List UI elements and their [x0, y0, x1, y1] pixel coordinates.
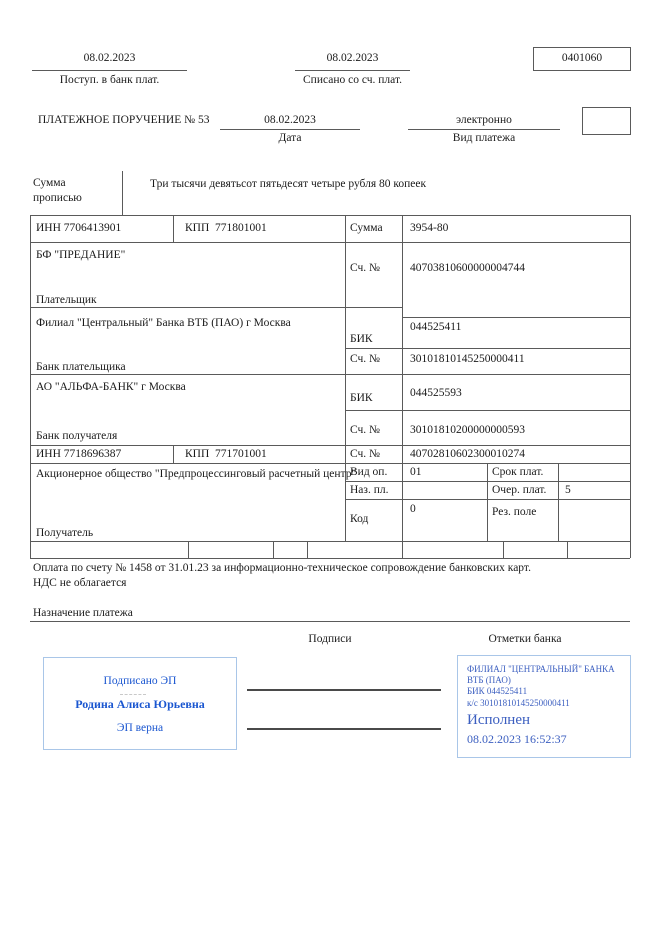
debited-date-underline: [295, 70, 410, 71]
table-border: [307, 541, 308, 558]
purpose-text-line1: Оплата по счету № 1458 от 31.01.23 за информационно-техническое сопровождение банковских карт.: [33, 562, 531, 574]
payer-bank-account: 30101810145250000411: [410, 353, 525, 365]
payer-inn: ИНН 7706413901: [36, 222, 122, 234]
table-border: [30, 215, 630, 216]
amount-label: Сумма: [350, 222, 383, 234]
bank-stamp-corr-account: к/с 30101810145250000411: [467, 698, 570, 708]
payee-bank-account: 30101810200000000593: [410, 424, 525, 436]
document-date-underline: [220, 129, 360, 130]
document-date: 08.02.2023: [264, 114, 316, 126]
table-border: [630, 215, 631, 558]
payee-account: 40702810602300010274: [410, 448, 525, 460]
payee-inn: ИНН 7718696387: [36, 448, 122, 460]
table-border: [487, 463, 488, 541]
bank-marks-label: Отметки банка: [488, 633, 562, 645]
priority-label: Очер. плат.: [492, 484, 547, 496]
code-value: 0: [410, 503, 416, 515]
table-border: [30, 242, 630, 243]
code-label: Код: [350, 513, 369, 525]
signature-stamp-line3: ЭП верна: [116, 722, 164, 734]
payer-account: 40703810600000004744: [410, 262, 525, 274]
amount-words-divider: [122, 171, 123, 215]
debited-date-label: Списано со сч. плат.: [303, 74, 402, 86]
payer-bank-account-label: Сч. №: [350, 353, 381, 365]
payee-account-label: Сч. №: [350, 448, 381, 460]
payee-bank-account-label: Сч. №: [350, 424, 381, 436]
table-border: [30, 445, 630, 446]
payment-kind-value: электронно: [456, 114, 512, 126]
payer-label: Плательщик: [36, 294, 97, 306]
amount-words-label-1: Сумма: [33, 177, 66, 189]
payer-bank-bik-label: БИК: [350, 333, 373, 345]
payer-account-label: Сч. №: [350, 262, 381, 274]
table-border: [402, 317, 630, 318]
bank-stamp: [457, 655, 631, 758]
payee-kpp: КПП 771701001: [185, 448, 267, 460]
payee-name: Акционерное общество "Предпроцессинговый расчетный центр": [36, 468, 357, 480]
payee-bank-bik: 044525593: [410, 387, 462, 399]
table-border: [30, 558, 630, 559]
payee-bank-label: Банк получателя: [36, 430, 118, 442]
op-kind-label: Вид оп.: [350, 466, 388, 478]
signature-stamp-name: Родина Алиса Юрьевна: [75, 697, 205, 711]
bank-stamp-bik: БИК 044525411: [467, 686, 528, 696]
debited-date: 08.02.2023: [326, 52, 379, 64]
signature-line-2: [247, 728, 441, 730]
signatures-label: Подписи: [308, 633, 352, 645]
payer-bank-name: Филиал "Центральный" Банка ВТБ (ПАО) г Москва: [36, 317, 291, 329]
amount-words-label-2: прописью: [33, 192, 82, 204]
table-border: [30, 307, 402, 308]
table-border: [188, 541, 189, 558]
payment-kind-label: Вид платежа: [452, 132, 516, 144]
bank-stamp-bank-line1: ФИЛИАЛ "ЦЕНТРАЛЬНЫЙ" БАНКА: [467, 664, 615, 674]
document-title: ПЛАТЕЖНОЕ ПОРУЧЕНИЕ № 53: [38, 114, 210, 126]
received-date-underline: [32, 70, 187, 71]
table-border: [345, 348, 630, 349]
table-border: [402, 215, 403, 541]
op-kind-value: 01: [410, 466, 422, 478]
priority-value: 5: [565, 484, 571, 496]
purpose-code-label: Наз. пл.: [350, 484, 389, 496]
signature-stamp: [43, 657, 237, 750]
pay-term-label: Срок плат.: [492, 466, 544, 478]
bank-stamp-status: Исполнен: [467, 712, 531, 728]
payment-kind-underline: [408, 129, 560, 130]
table-border: [567, 541, 568, 558]
table-border: [173, 215, 174, 242]
table-border: [30, 463, 630, 464]
payer-bank-label: Банк плательщика: [36, 361, 126, 373]
table-border: [30, 215, 31, 558]
purpose-label: Назначение платежа: [33, 607, 133, 619]
payer-name: БФ "ПРЕДАНИЕ": [36, 249, 126, 261]
table-border: [30, 374, 630, 375]
bank-stamp-datetime: 08.02.2023 16:52:37: [467, 732, 567, 746]
table-border: [30, 541, 630, 542]
table-border: [402, 541, 403, 558]
received-date: 08.02.2023: [83, 52, 136, 64]
table-border: [345, 410, 630, 411]
table-border: [273, 541, 274, 558]
table-border: [558, 463, 559, 541]
payer-kpp: КПП 771801001: [185, 222, 267, 234]
document-date-label: Дата: [278, 132, 302, 144]
form-code-box: [533, 47, 631, 71]
payee-label: Получатель: [36, 527, 94, 539]
amount-words-value: Три тысячи девятьсот пятьдесят четыре рубля 80 копеек: [150, 178, 427, 190]
purpose-underline: [30, 621, 630, 622]
payee-bank-bik-label: БИК: [350, 392, 373, 404]
bank-stamp-bank-line2: ВТБ (ПАО): [467, 675, 511, 685]
purpose-text-line2: НДС не облагается: [33, 577, 127, 589]
received-date-label: Поступ. в банк плат.: [59, 74, 160, 86]
payer-bank-bik: 044525411: [410, 321, 462, 333]
reserve-label: Рез. поле: [492, 506, 537, 518]
signature-line-1: [247, 689, 441, 691]
form-code: 0401060: [561, 52, 603, 64]
signature-stamp-mark: [120, 694, 146, 695]
payee-bank-name: АО "АЛЬФА-БАНК" г Москва: [36, 381, 186, 393]
amount-value: 3954-80: [410, 222, 449, 234]
table-border: [503, 541, 504, 558]
table-border: [345, 215, 346, 541]
table-border: [173, 445, 174, 463]
status-box-empty: [582, 107, 631, 135]
signature-stamp-line1: Подписано ЭП: [103, 675, 177, 687]
